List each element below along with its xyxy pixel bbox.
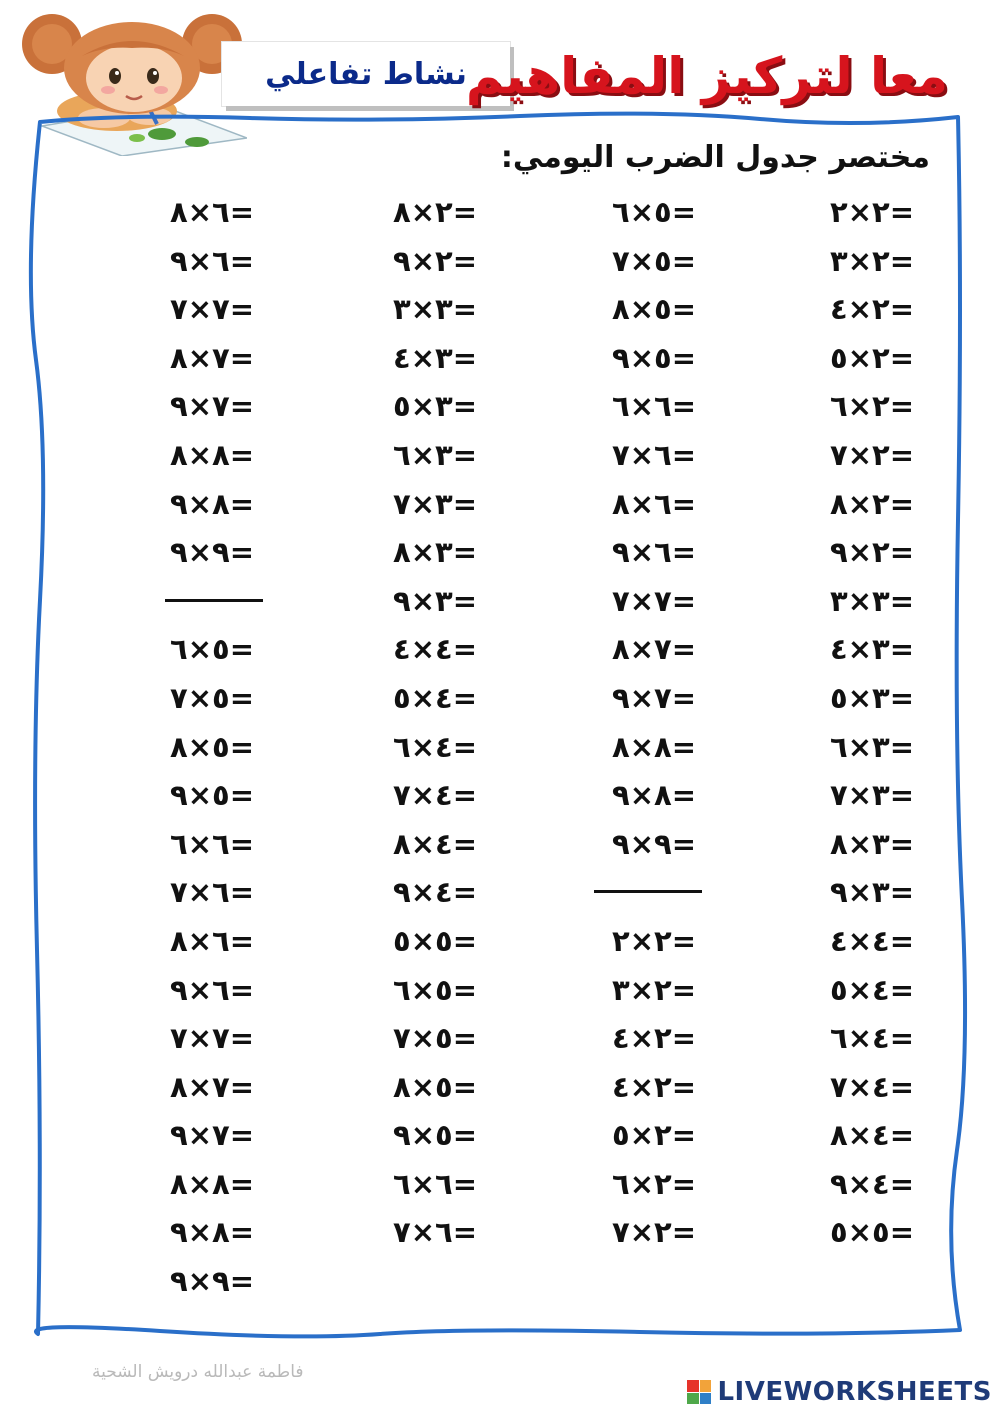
equation: ٤×٦= bbox=[393, 729, 478, 764]
equation: ٢×٤= bbox=[612, 1069, 697, 1104]
equations-column-4 bbox=[830, 188, 1000, 1257]
equation: ٥×٦= bbox=[393, 972, 478, 1007]
equation: ٣×٨= bbox=[393, 535, 478, 570]
equation: ٧×٨= bbox=[612, 632, 697, 667]
equation: ٨×٩= bbox=[612, 778, 697, 813]
equations-column-3 bbox=[612, 188, 792, 1257]
equation: ٧×٩= bbox=[612, 680, 697, 715]
equation: ٤×٩= bbox=[393, 875, 478, 910]
liveworksheets-icon bbox=[687, 1380, 711, 1404]
equation: ٢×٨= bbox=[830, 486, 915, 521]
equation: ٦×٧= bbox=[612, 437, 697, 472]
equation: ٧×٩= bbox=[170, 1118, 255, 1153]
equation: ٦×٦= bbox=[612, 389, 697, 424]
equation: ٢×٢= bbox=[612, 923, 697, 958]
equation: ٧×٧= bbox=[612, 583, 697, 618]
equation: ٨×٨= bbox=[170, 1166, 255, 1201]
equation: ٧×٨= bbox=[170, 340, 255, 375]
equation: ٤×٤= bbox=[830, 923, 915, 958]
equation: ٦×٦= bbox=[170, 826, 255, 861]
equation: ٢×٦= bbox=[612, 1166, 697, 1201]
equation: ٤×٧= bbox=[393, 778, 478, 813]
equation: ٢×٥= bbox=[830, 340, 915, 375]
equation: ٤×٥= bbox=[393, 680, 478, 715]
equation: ٣×٣= bbox=[830, 583, 915, 618]
equation: ٣×٩= bbox=[830, 875, 915, 910]
equation: ٩×٩= bbox=[612, 826, 697, 861]
worksheet-header bbox=[0, 0, 1000, 120]
equation: ٦×٨= bbox=[612, 486, 697, 521]
equation: ٦×٧= bbox=[170, 875, 255, 910]
equation: ٣×٨= bbox=[830, 826, 915, 861]
equation: ٥×٨= bbox=[170, 729, 255, 764]
equation: ٥×٩= bbox=[170, 778, 255, 813]
equation: ٩×٩= bbox=[170, 535, 255, 570]
equation: ٢×٦= bbox=[830, 389, 915, 424]
equation: ٤×٩= bbox=[830, 1166, 915, 1201]
liveworksheets-logo[interactable] bbox=[687, 1372, 992, 1412]
equation: ٣×٧= bbox=[393, 486, 478, 521]
equation: ٢×٤= bbox=[612, 1021, 697, 1056]
section-divider bbox=[612, 868, 792, 917]
badge-label: نشاط تفاعلي bbox=[265, 56, 467, 92]
equation: ٣×٧= bbox=[830, 778, 915, 813]
equation: ٥×٧= bbox=[170, 680, 255, 715]
equation: ٢×٧= bbox=[830, 437, 915, 472]
equation: ٣×٦= bbox=[830, 729, 915, 764]
equation: ٤×٤= bbox=[393, 632, 478, 667]
equation: ٤×٥= bbox=[830, 972, 915, 1007]
equation: ٤×٧= bbox=[830, 1069, 915, 1104]
equation: ٢×٤= bbox=[830, 292, 915, 327]
equation: ٣×٤= bbox=[830, 632, 915, 667]
equation: ٦×٨= bbox=[170, 923, 255, 958]
equation: ٥×٩= bbox=[393, 1118, 478, 1153]
page-title: معا لتركيز المفاهيم bbox=[465, 47, 948, 105]
equation: ٥×٨= bbox=[612, 292, 697, 327]
equation: ٥×٦= bbox=[170, 632, 255, 667]
equation: ٦×٧= bbox=[393, 1215, 478, 1250]
equation: ٣×٥= bbox=[830, 680, 915, 715]
equation: ٧×٧= bbox=[170, 292, 255, 327]
equation: ٧×٩= bbox=[170, 389, 255, 424]
equation: ٥×٩= bbox=[612, 340, 697, 375]
equation: ٢×٥= bbox=[612, 1118, 697, 1153]
equation: ٦×٦= bbox=[393, 1166, 478, 1201]
equation: ٣×٤= bbox=[393, 340, 478, 375]
equation: ٦×٩= bbox=[170, 243, 255, 278]
equation: ٨×٩= bbox=[170, 486, 255, 521]
equation: ٢×٨= bbox=[393, 195, 478, 229]
section-divider bbox=[170, 577, 350, 626]
equation: ٥×٥= bbox=[830, 1215, 915, 1250]
equation: ٢×٣= bbox=[830, 243, 915, 278]
equation: ٨×٨= bbox=[612, 729, 697, 764]
equation: ٥×٧= bbox=[393, 1021, 478, 1056]
brand-name: LIVEWORKSHEETS bbox=[717, 1377, 992, 1407]
equation: ٢×٧= bbox=[612, 1215, 697, 1250]
equation: ٤×٨= bbox=[393, 826, 478, 861]
equation: ٧×٧= bbox=[170, 1021, 255, 1056]
equation: ٣×٥= bbox=[393, 389, 478, 424]
equations-column-2 bbox=[393, 188, 573, 1257]
equation: ٨×٨= bbox=[170, 437, 255, 472]
section-subtitle: مختصر جدول الضرب اليومي: bbox=[500, 140, 930, 175]
equation: ٥×٧= bbox=[612, 243, 697, 278]
equation: ٥×٥= bbox=[393, 923, 478, 958]
equation: ٣×٦= bbox=[393, 437, 478, 472]
equation: ٢×٩= bbox=[830, 535, 915, 570]
equation: ٣×٣= bbox=[393, 292, 478, 327]
equation: ٣×٩= bbox=[393, 583, 478, 618]
girl-writing-illustration bbox=[12, 6, 247, 156]
equation: ٤×٨= bbox=[830, 1118, 915, 1153]
equation: ٦×٩= bbox=[170, 972, 255, 1007]
equation: ٤×٦= bbox=[830, 1021, 915, 1056]
equation: ٨×٩= bbox=[170, 1215, 255, 1250]
equation: ٦×٨= bbox=[170, 195, 255, 229]
equation: ٢×٢= bbox=[830, 195, 915, 229]
equations-column-1 bbox=[170, 188, 350, 1306]
equation: ٧×٨= bbox=[170, 1069, 255, 1104]
equation: ٢×٩= bbox=[393, 243, 478, 278]
equation: ٥×٨= bbox=[393, 1069, 478, 1104]
author-credit: فاطمة عبدالله درويش الشحية bbox=[92, 1362, 304, 1382]
equation: ٥×٦= bbox=[612, 195, 697, 229]
equation: ٢×٣= bbox=[612, 972, 697, 1007]
equation: ٩×٩= bbox=[170, 1264, 255, 1299]
equation: ٦×٩= bbox=[612, 535, 697, 570]
